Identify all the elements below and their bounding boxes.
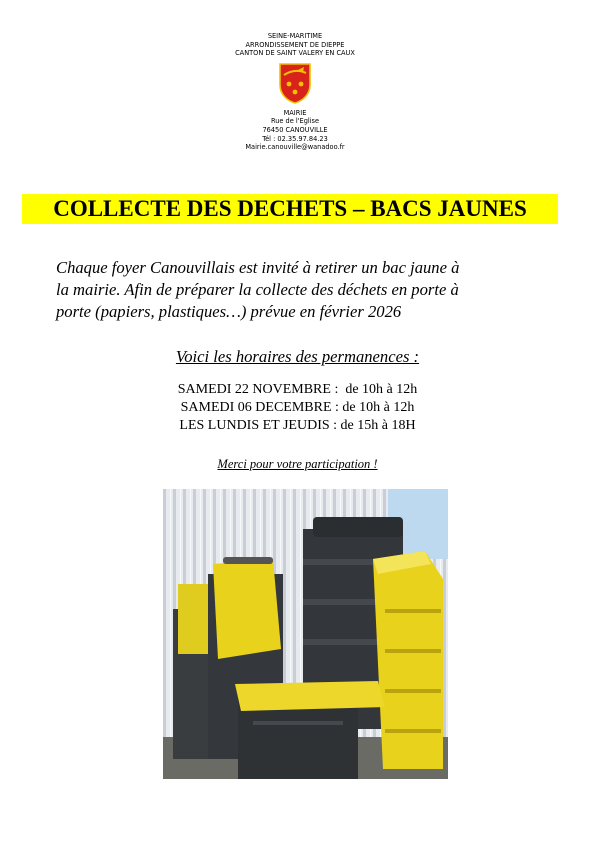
mairie-phone: Tél : 02.35.97.84.23 <box>262 134 328 143</box>
mairie-street: Rue de l'Eglise <box>270 117 320 126</box>
mairie-contact <box>200 109 390 152</box>
mairie-label: MAIRIE <box>283 108 307 117</box>
header-arrondissement: ARRONDISSEMENT DE DIEPPE <box>245 40 345 49</box>
letterhead <box>200 32 390 152</box>
intro-line: Chaque foyer Canouvillais est invité à retirer un bac jaune à <box>56 258 460 277</box>
schedule-item: SAMEDI 22 NOVEMBRE : de 10h à 12h <box>177 382 418 397</box>
schedule-item: LES LUNDIS ET JEUDIS : de 15h à 18H <box>179 418 416 433</box>
intro-paragraph <box>56 257 556 323</box>
header-canton: CANTON DE SAINT VALERY EN CAUX <box>235 49 355 58</box>
schedule-heading: Voici les horaires des permanences : <box>175 347 420 366</box>
mairie-postcode: 76450 CANOUVILLE <box>262 125 328 134</box>
thanks-note: Merci pour votre participation ! <box>217 457 378 471</box>
schedule-list <box>0 381 595 435</box>
header-department: SEINE-MARITIME <box>267 32 323 40</box>
bins-illustration <box>163 489 448 779</box>
bins-photo <box>163 489 448 779</box>
schedule-item: SAMEDI 06 DECEMBRE : de 10h à 12h <box>180 400 415 415</box>
mairie-email: Mairie.canouville@wanadoo.fr <box>245 143 345 152</box>
intro-line: la mairie. Afin de préparer la collecte des déchets en porte à <box>56 280 459 299</box>
page-title: COLLECTE DES DECHETS – BACS JAUNES <box>22 194 558 224</box>
intro-line: porte (papiers, plastiques…) prévue en février 2026 <box>56 302 402 321</box>
coat-of-arms-icon <box>278 61 312 105</box>
